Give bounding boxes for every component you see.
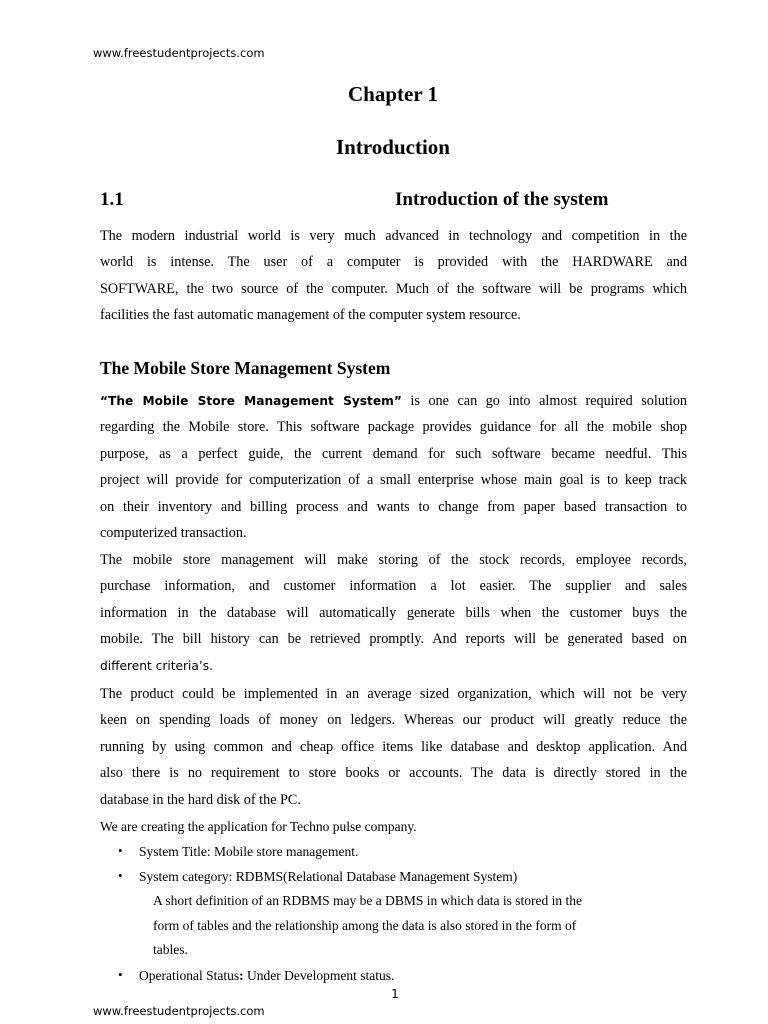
mobile-line-1 (100, 388, 687, 414)
mobile-line: project will provide for computerization of a small enterprise whose main goal is to keep track (100, 472, 687, 489)
bullet-operational-status (139, 968, 394, 984)
intro-line: SOFTWARE, the two source of the computer. Much of the software will be programs which (100, 280, 687, 297)
product-line-last: database in the hard disk of the PC. (100, 791, 301, 808)
store-line: The mobile store management will make storing of the stock records, employee records, (100, 552, 687, 568)
chapter-heading: Chapter 1 (347, 82, 439, 106)
definition-line: form of tables and the relationship among the data is also stored in the form of (153, 917, 577, 933)
store-line: information in the database will automatically generate bills when the customer buys the (100, 604, 687, 621)
bullet-icon: • (118, 868, 123, 883)
intro-line: facilities the fast automatic management of the computer system resource. (100, 307, 521, 324)
page-title: Introduction (336, 135, 450, 159)
bullet-icon: • (118, 967, 123, 982)
product-line: keen on spending loads of money on ledgers. Whereas our product will greatly reduce the (100, 712, 687, 729)
store-line-last: different criteria’s. (100, 658, 213, 673)
company-line: We are creating the application for Techno pulse company. (100, 819, 417, 834)
intro-paragraph (100, 223, 687, 329)
store-line: purchase information, and customer information a lot easier. The supplier and sales (100, 578, 687, 595)
mobile-line: on their inventory and billing process and wants to change from paper based transaction to (100, 498, 687, 515)
status-value: Under Development status. (243, 968, 395, 983)
product-paragraph (100, 681, 687, 813)
store-line: mobile. The bill history can be retrieved promptly. And reports will be generated based on (100, 631, 687, 648)
intro-line: The modern industrial world is very much advanced in technology and competition in the (100, 228, 687, 244)
status-label: Operational Status (139, 968, 240, 983)
product-line: also there is no requirement to store books or accounts. The data is directly stored in the (100, 765, 687, 782)
page-number: 1 (391, 987, 399, 1001)
mobile-line-last: computerized transaction. (100, 525, 247, 542)
intro-line: world is intense. The user of a computer is provided with the HARDWARE and (100, 254, 687, 271)
section-number: 1.1 (100, 189, 124, 210)
mobile-line: purpose, as a perfect guide, the current demand for such software became needful. This (100, 445, 687, 462)
subheading: The Mobile Store Management System (100, 358, 391, 378)
bullet-icon: • (118, 843, 123, 858)
store-paragraph (100, 547, 687, 679)
mobile-store-paragraph (100, 388, 687, 546)
header-url[interactable]: www.freestudentprojects.com (93, 46, 265, 60)
mobile-line-1-rest: is one can go into almost required solution (410, 393, 688, 409)
bullet-system-category: System category: RDBMS(Relational Database Management System) (139, 869, 518, 884)
rdbms-definition (153, 889, 623, 963)
section-title: Introduction of the system (395, 189, 609, 210)
mobile-line: regarding the Mobile store. This software package provides guidance for all the mobile shop (100, 419, 687, 436)
footer-url[interactable]: www.freestudentprojects.com (93, 1004, 265, 1018)
definition-line: A short definition of an RDBMS may be a DBMS in which data is stored in the (153, 893, 582, 908)
product-line: running by using common and cheap office items like database and desktop application. And (100, 738, 687, 755)
status-colon: : (239, 968, 244, 983)
definition-line: tables. (153, 942, 188, 958)
product-line: The product could be implemented in an average sized organization, which will not be very (100, 686, 687, 702)
bullet-system-title: System Title: Mobile store management. (139, 844, 359, 859)
system-name-quote: “The Mobile Store Management System” (100, 394, 402, 408)
